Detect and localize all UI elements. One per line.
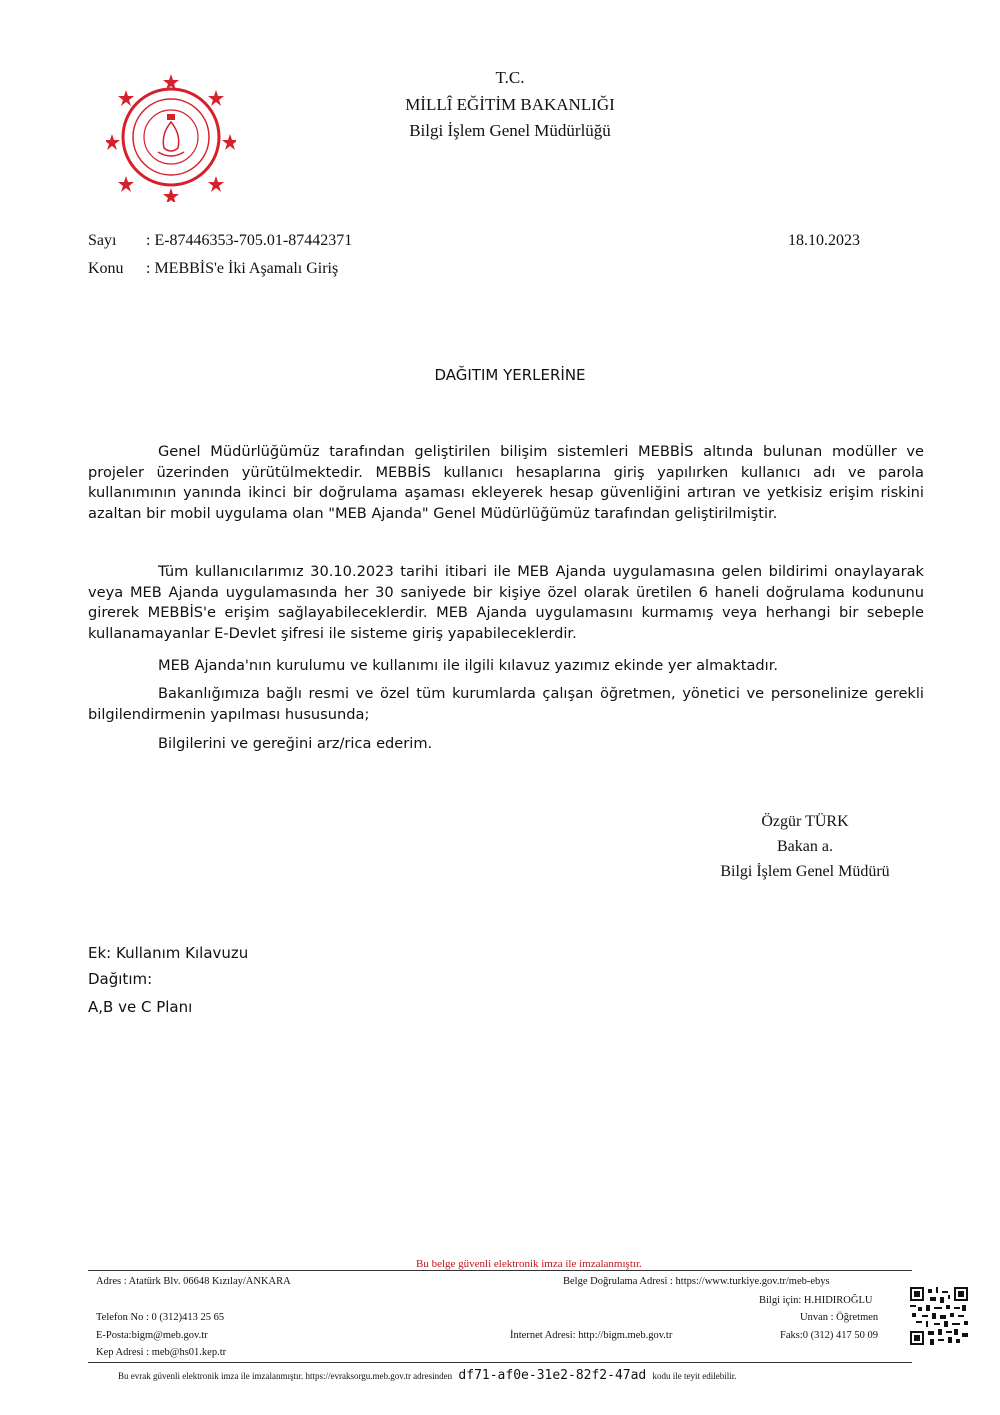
header-department: Bilgi İşlem Genel Müdürlüğü — [409, 121, 611, 140]
body-paragraph-5: Bilgilerini ve gereğini arz/rica ederim. — [158, 735, 433, 752]
verify-code: df71-af0e-31e2-82f2-47ad — [458, 1368, 647, 1383]
attachment-line: Ek: Kullanım Kılavuzu — [88, 944, 249, 962]
footer-divider-bottom — [88, 1362, 912, 1363]
footer-email: E-Posta:bigm@meb.gov.tr — [96, 1330, 208, 1341]
footer-kep: Kep Adresi : meb@hs01.kep.tr — [96, 1347, 227, 1358]
esign-notice: Bu belge güvenli elektronik imza ile imzalanmıştır. — [416, 1258, 642, 1270]
footer-phone: Telefon No : 0 (312)413 25 65 — [96, 1312, 225, 1323]
footer-contact-person: Bilgi için: H.HIDIROĞLU — [759, 1295, 873, 1306]
body-paragraph-3: MEB Ajanda'nın kurulumu ve kullanımı ile ilgili kılavuz yazımız ekinde yer almaktadır. — [158, 657, 778, 674]
footer-website: İnternet Adresi: http://bigm.meb.gov.tr — [510, 1330, 673, 1341]
footer-fax: Faks:0 (312) 417 50 09 — [780, 1330, 878, 1341]
konu-label: Konu — [88, 260, 124, 277]
konu-value: : MEBBİS'e İki Aşamalı Giriş — [146, 260, 339, 277]
distribution-plan: A,B ve C Planı — [88, 998, 193, 1016]
signatory-title: Bilgi İşlem Genel Müdürü — [720, 863, 890, 880]
signatory-role: Bakan a. — [777, 838, 833, 855]
header-ministry: MİLLÎ EĞİTİM BAKANLIĞI — [405, 95, 615, 114]
qr-code — [910, 1287, 968, 1345]
verify-notice-pre: Bu evrak güvenli elektronik imza ile imzalanmıştır. https://evraksorgu.meb.gov.tr adresinden — [118, 1371, 453, 1381]
footer-title: Unvan : Öğretmen — [800, 1312, 879, 1323]
header-tc: T.C. — [495, 68, 525, 87]
ministry-seal-logo — [106, 72, 236, 202]
body-paragraph-1: Genel Müdürlüğümüz tarafından geliştirilen bilişim sistemleri MEBBİS altında bulunan modüller ve projeler üzerinden yürütülmektedir. MEBBİS kullanıcı hesaplarına giriş yapılırken kullanıcı adı ve parola kullanımının yanında ikinci bir doğrulama aşaması ekleyerek hesap güvenliğini artıran ve yetkisiz erişim riskini azaltan bir mobil uygulama olan "MEB Ajanda" Genel Müdürlüğümüz tarafından geliştirilmiştir. — [88, 443, 924, 522]
document-date: 18.10.2023 — [788, 232, 860, 249]
signatory-name: Özgür TÜRK — [761, 813, 849, 830]
footer-verify-address: Belge Doğrulama Adresi : https://www.turkiye.gov.tr/meb-ebys — [563, 1276, 830, 1287]
footer-divider — [88, 1270, 912, 1271]
verify-notice-post: kodu ile teyit edilebilir. — [652, 1371, 737, 1381]
distribution-label: Dağıtım: — [88, 970, 153, 988]
verify-notice — [118, 1368, 737, 1383]
sayi-value: : E-87446353-705.01-87442371 — [146, 232, 353, 249]
sayi-label: Sayı — [88, 232, 117, 249]
footer-address: Adres : Atatürk Blv. 06648 Kızılay/ANKARA — [96, 1276, 291, 1287]
body-paragraph-4: Bakanlığımıza bağlı resmi ve özel tüm kurumlarda çalışan öğretmen, yönetici ve personelinize gerekli bilgilendirmenin yapılması hususunda; — [88, 685, 924, 723]
recipient-title: DAĞITIM YERLERİNE — [434, 366, 586, 384]
body-paragraph-2: Tüm kullanıcılarımız 30.10.2023 tarihi itibari ile MEB Ajanda uygulamasına gelen bildirimi onaylayarak veya MEB Ajanda uygulamasında her 30 saniyede bir kişiye özel olarak üretilen 6 haneli doğrulama kodununu girerek MEBBİS'e erişim sağlayabileceklerdir. MEB Ajanda uygulamasını kurmamış veya herhangi bir sebeple kullanamayanlar E-Devlet şifresi ile sisteme giriş yapabileceklerdir. — [88, 563, 924, 642]
